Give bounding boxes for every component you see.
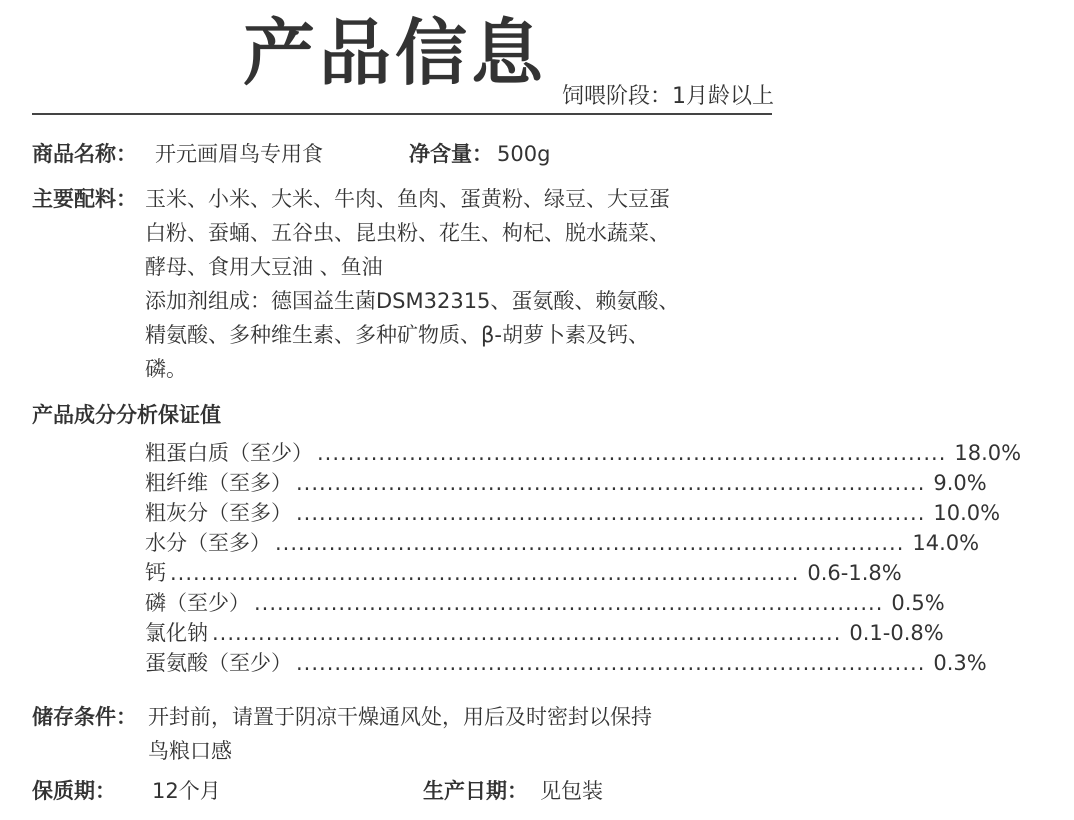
product-name-label: 商品名称： xyxy=(32,142,137,166)
ingredients-line: 白粉、蚕蛹、五谷虫、昆虫粉、花生、枸杞、脱水蔬菜、 xyxy=(145,221,670,245)
analysis-row xyxy=(145,528,980,558)
analysis-row xyxy=(145,468,987,498)
nutrient-name: 磷（至少） xyxy=(145,591,250,615)
analysis-row xyxy=(145,498,1001,528)
dot-leader: .................................................................................. xyxy=(317,441,947,465)
divider xyxy=(32,113,772,115)
dot-leader: .................................................................................. xyxy=(296,471,926,495)
production-date-value: 见包装 xyxy=(540,779,603,803)
ingredients-line: 玉米、小米、大米、牛肉、鱼肉、蛋黄粉、绿豆、大豆蛋 xyxy=(145,187,670,211)
shelf-life-label: 保质期： xyxy=(32,779,116,803)
analysis-heading: 产品成分分析保证值 xyxy=(32,403,221,427)
analysis-row xyxy=(145,558,902,588)
ingredients-label: 主要配料： xyxy=(32,187,137,211)
nutrient-value: 18.0% xyxy=(954,441,1022,465)
net-content-label: 净含量： xyxy=(409,142,493,166)
shelf-life-value: 12个月 xyxy=(152,779,221,803)
dot-leader: .................................................................................. xyxy=(296,501,926,525)
product-name-value: 开元画眉鸟专用食 xyxy=(155,142,323,166)
analysis-table xyxy=(145,438,1022,678)
net-content-value: 500g xyxy=(497,142,551,166)
nutrient-name: 氯化钠 xyxy=(145,621,208,645)
ingredients-line: 添加剂组成：德国益生菌DSM32315、蛋氨酸、赖氨酸、 xyxy=(145,289,680,313)
storage-line: 开封前，请置于阴凉干燥通风处，用后及时密封以保持 xyxy=(148,705,652,729)
production-date-label: 生产日期： xyxy=(423,779,528,803)
ingredients-text xyxy=(145,182,679,386)
nutrient-name: 钙 xyxy=(145,561,166,585)
nutrient-value: 10.0% xyxy=(933,501,1001,525)
nutrient-name: 粗灰分（至多） xyxy=(145,501,292,525)
analysis-row xyxy=(145,588,945,618)
nutrient-value: 0.3% xyxy=(933,651,987,675)
nutrient-value: 0.5% xyxy=(891,591,945,615)
analysis-row xyxy=(145,618,944,648)
dot-leader: .................................................................................. xyxy=(254,591,884,615)
dot-leader: .................................................................................. xyxy=(275,531,905,555)
feeding-stage: 饲喂阶段：1月龄以上 xyxy=(562,84,774,109)
analysis-row xyxy=(145,648,987,678)
analysis-row xyxy=(145,438,1022,468)
ingredients-line: 精氨酸、多种维生素、多种矿物质、β-胡萝卜素及钙、 xyxy=(145,323,649,347)
dot-leader: .................................................................................. xyxy=(170,561,800,585)
nutrient-name: 蛋氨酸（至少） xyxy=(145,651,292,675)
nutrient-value: 9.0% xyxy=(933,471,987,495)
dot-leader: .................................................................................. xyxy=(212,621,842,645)
storage-line: 鸟粮口感 xyxy=(148,739,232,763)
nutrient-name: 水分（至多） xyxy=(145,531,271,555)
nutrient-value: 0.6-1.8% xyxy=(807,561,902,585)
page-title: 产品信息 xyxy=(242,11,547,95)
storage-label: 储存条件： xyxy=(32,705,137,729)
nutrient-value: 14.0% xyxy=(912,531,980,555)
ingredients-line: 磷。 xyxy=(145,357,187,381)
ingredients-line: 酵母、食用大豆油 、鱼油 xyxy=(145,255,383,279)
nutrient-value: 0.1-0.8% xyxy=(849,621,944,645)
nutrient-name: 粗纤维（至多） xyxy=(145,471,292,495)
dot-leader: .................................................................................. xyxy=(296,651,926,675)
nutrient-name: 粗蛋白质（至少） xyxy=(145,441,313,465)
storage-text xyxy=(148,700,652,768)
